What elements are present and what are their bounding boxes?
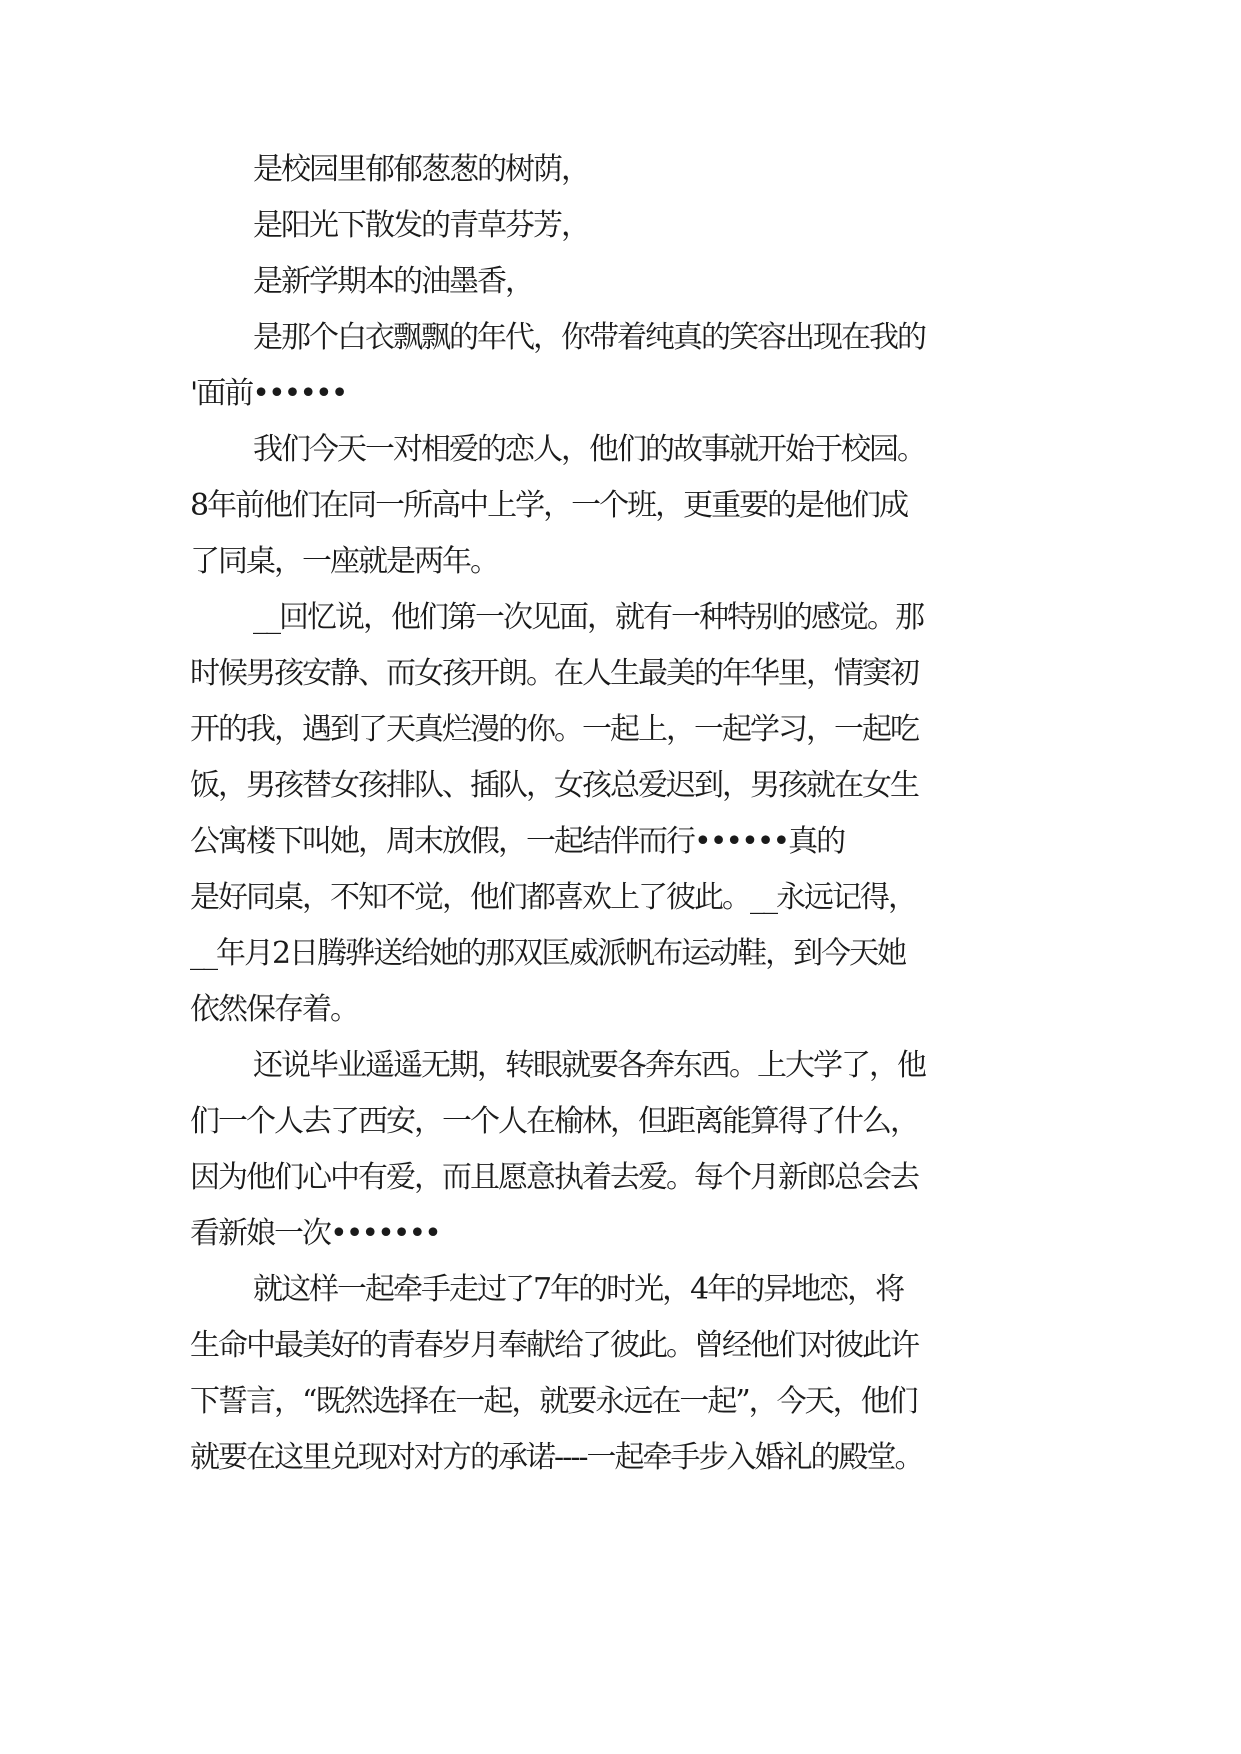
text-line: 是那个白衣飘飘的年代，你带着纯真的笑容出现在我的	[253, 320, 925, 355]
text-line: 因为他们心中有爱，而且愿意执着去爱。每个月新郎总会去	[190, 1160, 918, 1195]
text-line: 生命中最美好的青春岁月奉献给了彼此。曾经他们对彼此许	[190, 1328, 918, 1363]
text-line: 8年前他们在同一所高中上学，一个班，更重要的是他们成	[190, 488, 908, 523]
text-line: '面前••••••	[190, 376, 347, 411]
text-line: 是好同桌，不知不觉，他们都喜欢上了彼此。__永远记得，	[190, 880, 916, 915]
text-line: 就要在这里兑现对对方的承诺----一起牵手步入婚礼的殿堂。	[190, 1440, 923, 1475]
text-line: 就这样一起牵手走过了7年的时光，4年的异地恋，将	[253, 1272, 904, 1307]
text-line: 时候男孩安静、而女孩开朗。在人生最美的年华里，情窦初	[190, 656, 918, 691]
text-line: 依然保存着。	[190, 992, 358, 1027]
text-line: 还说毕业遥遥无期，转眼就要各奔东西。上大学了，他	[253, 1048, 925, 1083]
text-line: 饭，男孩替女孩排队、插队，女孩总爱迟到，男孩就在女生	[190, 768, 918, 803]
text-line: 是新学期本的油墨香，	[253, 264, 533, 299]
text-line: 看新娘一次•••••••	[190, 1216, 440, 1251]
text-line: 了同桌，一座就是两年。	[190, 544, 498, 579]
text-line: 我们今天一对相爱的恋人，他们的故事就开始于校园。	[253, 432, 925, 467]
text-line: 们一个人去了西安，一个人在榆林，但距离能算得了什么，	[190, 1104, 918, 1139]
text-line: 是阳光下散发的青草芬芳，	[253, 208, 589, 243]
text-line: 公寓楼下叫她，周末放假，一起结伴而行••••••真的	[190, 824, 845, 859]
text-line: 开的我，遇到了天真烂漫的你。一起上，一起学习，一起吃	[190, 712, 918, 747]
text-line: __年月2日腾骅送给她的那双匡威派帆布运动鞋，到今天她	[190, 936, 906, 971]
text-line: 是校园里郁郁葱葱的树荫，	[253, 152, 589, 187]
text-line: 下誓言，“既然选择在一起，就要永远在一起”，今天，他们	[190, 1384, 917, 1419]
text-line: __回忆说，他们第一次见面，就有一种特别的感觉。那	[253, 600, 923, 635]
